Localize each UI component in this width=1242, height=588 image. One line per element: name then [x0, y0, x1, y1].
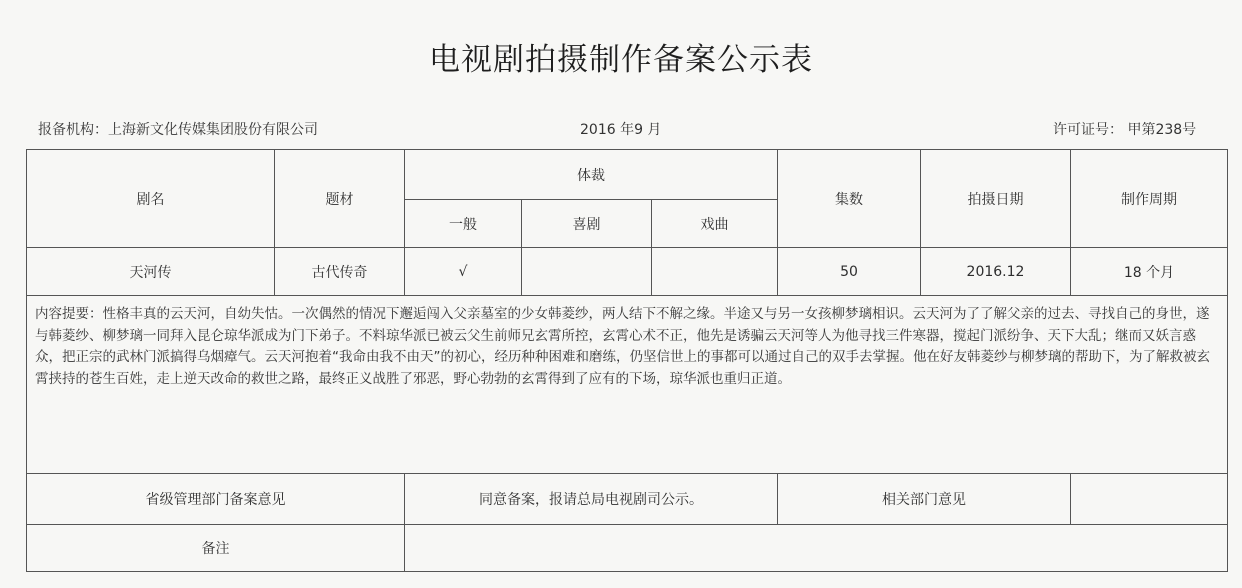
header-production-period: 制作周期	[1071, 150, 1228, 248]
cell-subject: 古代传奇	[275, 248, 405, 296]
cell-genre-opera	[652, 248, 778, 296]
header-shoot-date: 拍摄日期	[921, 150, 1071, 248]
header-genre-opera: 戏曲	[652, 200, 778, 248]
page-title: 电视剧拍摄制作备案公示表	[429, 42, 813, 78]
header-name: 剧名	[27, 150, 275, 248]
report-date: 2016 年9 月	[580, 122, 662, 138]
related-opinion-value	[1071, 474, 1228, 525]
permit-number: 许可证号： 甲第238号	[1053, 122, 1197, 138]
cell-name: 天河传	[27, 248, 275, 296]
header-subject: 题材	[275, 150, 405, 248]
header-genre-general: 一般	[405, 200, 522, 248]
cell-genre-comedy	[522, 248, 652, 296]
filing-table	[26, 149, 1228, 572]
remarks-label: 备注	[27, 525, 405, 572]
cell-genre-general: √	[405, 248, 522, 296]
cell-episodes: 50	[778, 248, 921, 296]
related-opinion-label: 相关部门意见	[778, 474, 1071, 525]
header-episodes: 集数	[778, 150, 921, 248]
header-genre-comedy: 喜剧	[522, 200, 652, 248]
header-genre: 体裁	[405, 150, 778, 200]
cell-production-period: 18 个月	[1071, 248, 1228, 296]
provincial-opinion-value: 同意备案，报请总局电视剧司公示。	[405, 474, 778, 525]
remarks-value	[405, 525, 1228, 572]
synopsis: 内容提要：性格丰真的云天河，自幼失怙。一次偶然的情况下邂逅闯入父亲墓室的少女韩菱纱，两人结下不解之缘。半途又与另一女孩柳梦璃相识。云天河为了了解父亲的过去、寻找自己的身世，遂与韩菱纱、柳梦璃一同拜入昆仑琼华派成为门下弟子。不料琼华派已被云父生前师兄玄霄所控，玄霄心术不正，他先是诱骗云天河等人为他寻找三件寒器，搅起门派纷争、天下大乱；继而又妖言惑众，把正宗的武林门派搞得乌烟瘴气。云天河抱着“我命由我不由天”的初心，经历种种困难和磨练，仍坚信世上的事都可以通过自己的双手去掌握。他在好友韩菱纱与柳梦璃的帮助下，为了解救被玄霄挟持的苍生百姓，走上逆天改命的救世之路，最终正义战胜了邪恶，野心勃勃的玄霄得到了应有的下场，琼华派也重归正道。	[27, 296, 1228, 474]
cell-shoot-date: 2016.12	[921, 248, 1071, 296]
reporting-org: 报备机构：上海新文化传媒集团股份有限公司	[38, 122, 318, 138]
provincial-opinion-label: 省级管理部门备案意见	[27, 474, 405, 525]
